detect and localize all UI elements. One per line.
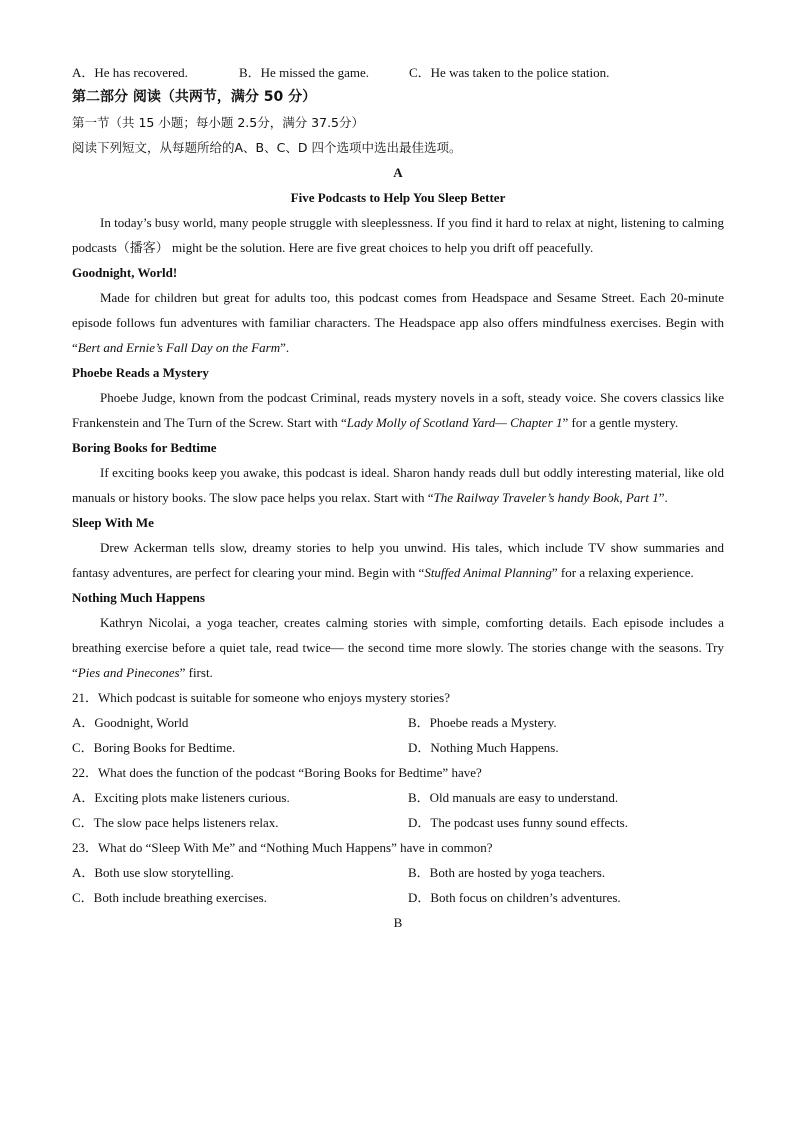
- section-subtitle: 第一节（共 15 小题；每小题 2.5分，满分 37.5分）: [72, 115, 365, 130]
- option-c: C．The slow pace helps listeners relax.: [72, 815, 279, 830]
- exam-page: [72, 60, 724, 935]
- podcast-item: [72, 510, 724, 585]
- passage-intro: In today’s busy world, many people struggle with sleeplessness. If you find it hard to relax at night, listening to calming podcasts（播客） might be the solution. Here are five great choices to help you drift off peacefully.: [72, 215, 724, 255]
- podcast-item: [72, 435, 724, 510]
- option-b: B．He missed the game.: [239, 65, 369, 80]
- podcast-heading: Nothing Much Happens: [72, 590, 205, 605]
- option-c: C．Both include breathing exercises.: [72, 890, 267, 905]
- question-stem: 23．What do “Sleep With Me” and “Nothing Much Happens” have in common?: [72, 840, 493, 855]
- podcast-item: [72, 260, 724, 360]
- podcast-description: Kathryn Nicolai, a yoga teacher, creates calming stories with simple, comforting details. Each episode includes a breathing exercise before a quiet tale, read twice— the second time more slowly. The stories change with the seasons. Try “Pies and Pinecones” first.: [72, 615, 724, 680]
- episode-title: Stuffed Animal Planning: [424, 565, 552, 580]
- option-row: [72, 860, 724, 885]
- option-d: D．Nothing Much Happens.: [408, 740, 559, 755]
- question-stem: 22．What does the function of the podcast “Boring Books for Bedtime” have?: [72, 765, 482, 780]
- option-b: B．Phoebe reads a Mystery.: [408, 715, 557, 730]
- podcast-description: Drew Ackerman tells slow, dreamy stories to help you unwind. His tales, which include TV show summaries and fantasy adventures, are perfect for clearing your mind. Begin with “Stuffed Animal Planning” for a relaxing experience.: [72, 540, 724, 580]
- section-title: 第二部分 阅读（共两节，满分 50 分）: [72, 89, 317, 105]
- option-a: A．Goodnight, World: [72, 715, 189, 730]
- question: [72, 685, 724, 760]
- podcast-description: If exciting books keep you awake, this podcast is ideal. Sharon handy reads dull but oddly interesting material, like old manuals or history books. The slow pace helps you relax. Start with “The Railway Traveler’s handy Book, Part 1”.: [72, 465, 724, 505]
- option-row: [72, 810, 724, 835]
- question: [72, 760, 724, 835]
- podcast-description: Made for children but great for adults too, this podcast comes from Headspace and Sesame Street. Each 20-minute episode follows fun adventures with familiar characters. The Headspace app also offers mindfulness exercises. Begin with “Bert and Ernie’s Fall Day on the Farm”.: [72, 290, 724, 355]
- podcast-item: [72, 360, 724, 435]
- option-b: B．Old manuals are easy to understand.: [408, 790, 619, 805]
- option-a: A．Exciting plots make listeners curious.: [72, 790, 290, 805]
- episode-title: The Railway Traveler’s handy Book, Part 1: [433, 490, 659, 505]
- option-a: A．He has recovered.: [72, 65, 188, 80]
- option-row: [72, 885, 724, 910]
- podcast-heading: Phoebe Reads a Mystery: [72, 365, 209, 380]
- option-row: [72, 735, 724, 760]
- passage-label: A: [393, 165, 403, 180]
- question: [72, 835, 724, 910]
- passage-title: Five Podcasts to Help You Sleep Better: [290, 190, 506, 205]
- episode-title: Pies and Pinecones: [77, 665, 180, 680]
- question-stem: 21．Which podcast is suitable for someone who enjoys mystery stories?: [72, 690, 451, 705]
- podcast-description: Phoebe Judge, known from the podcast Criminal, reads mystery novels in a soft, steady voice. She covers classics like Frankenstein and The Turn of the Screw. Start with “Lady Molly of Scotland Yard— Chapter 1” for a gentle mystery.: [72, 390, 724, 430]
- option-row: [72, 785, 724, 810]
- previous-question-options: [72, 60, 724, 85]
- episode-title: Lady Molly of Scotland Yard— Chapter 1: [346, 415, 563, 430]
- episode-title: Bert and Ernie’s Fall Day on the Farm: [77, 340, 281, 355]
- option-row: [72, 710, 724, 735]
- option-c: C．Boring Books for Bedtime.: [72, 740, 236, 755]
- option-d: D．The podcast uses funny sound effects.: [408, 815, 628, 830]
- option-c: C．He was taken to the police station.: [409, 65, 610, 80]
- option-d: D．Both focus on children’s adventures.: [408, 890, 621, 905]
- podcast-heading: Sleep With Me: [72, 515, 154, 530]
- next-passage-label: B: [393, 915, 403, 930]
- podcast-item: [72, 585, 724, 685]
- podcast-heading: Goodnight, World!: [72, 265, 178, 280]
- option-a: A．Both use slow storytelling.: [72, 865, 234, 880]
- option-b: B．Both are hosted by yoga teachers.: [408, 865, 606, 880]
- podcast-heading: Boring Books for Bedtime: [72, 440, 217, 455]
- section-instruction: 阅读下列短文，从每题所给的A、B、C、D 四个选项中选出最佳选项。: [72, 140, 462, 155]
